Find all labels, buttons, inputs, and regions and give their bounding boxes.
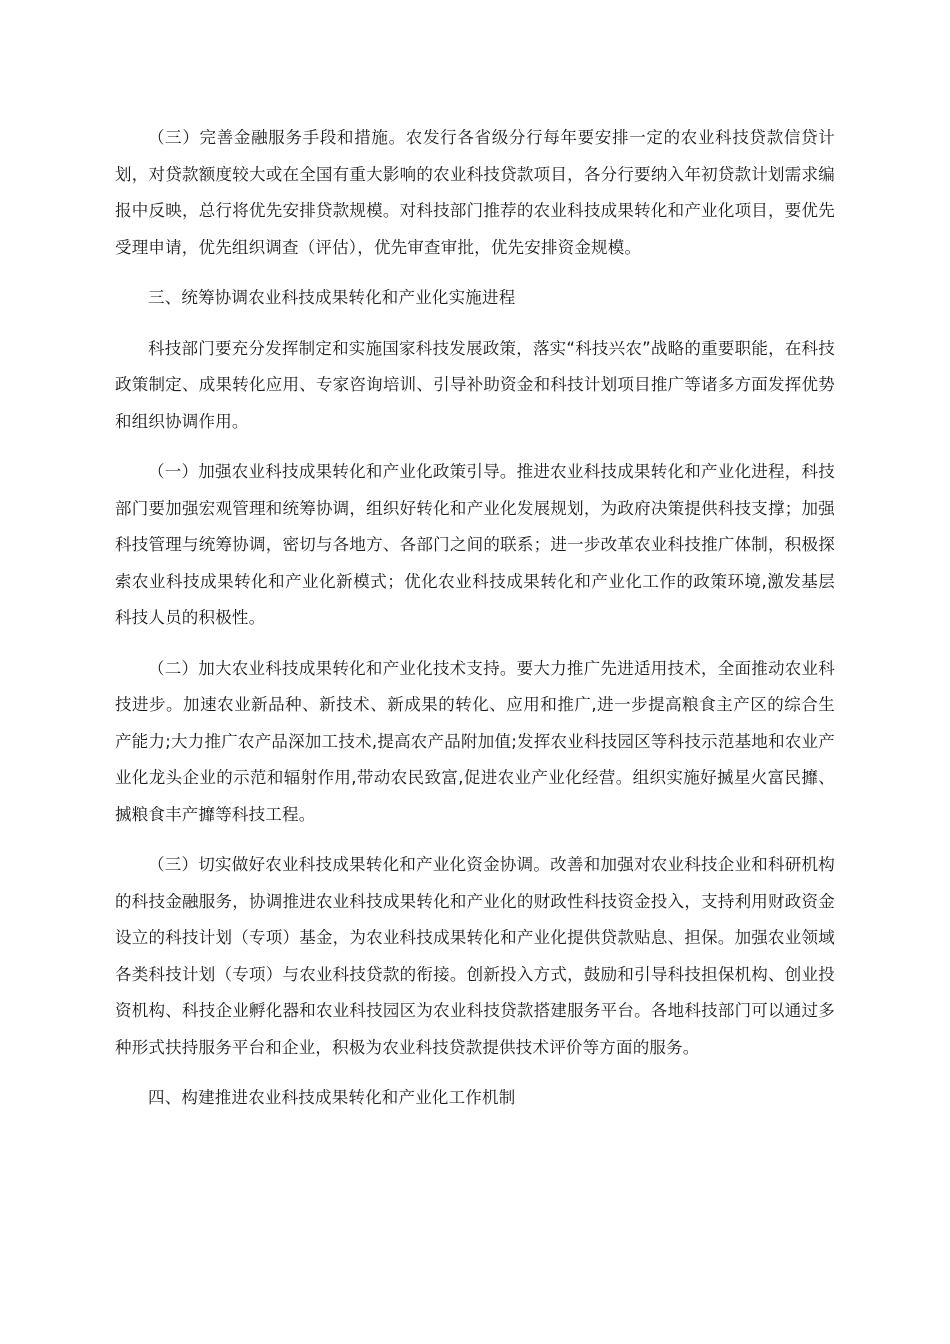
paragraph-technical-support: （二）加大农业科技成果转化和产业化技术支持。要大力推广先进适用技术，全面推动农业科技进步。加速农业新品种、新技术、新成果的转化、应用和推广,进一步提高粮食主产区的综合生产能力;大力推广农产品深加工技术,提高农产品附加值;发挥农业科技园区等科技示范基地和农业产业化龙头企业的示范和辐射作用,带动农民致富,促进农业产业化经营。组织实施好搣星火富民攠、搣粮食丰产攠等科技工程。 (115, 658, 835, 824)
paragraph-financial-service-measures: （三）完善金融服务手段和措施。农发行各省级分行每年要安排一定的农业科技贷款信贷计划，对贷款额度较大或在全国有重大影响的农业科技贷款项目，各分行要纳入年初贷款计划需求编报中反映，总行将优先安排贷款规模。对科技部门推荐的农业科技成果转化和产业化项目，要优先受理申请，优先组织调查（评估），优先审查审批，优先安排资金规模。 (115, 128, 835, 257)
paragraph-tech-department-role: 科技部门要充分发挥制定和实施国家科技发展政策，落实“科技兴农”战略的重要职能，在科技政策制定、成果转化应用、专家咨询培训、引导补助资金和科技计划项目推广等诸多方面发挥优势和组织协调作用。 (115, 338, 835, 431)
section-heading-4: 四、构建推进农业科技成果转化和产业化工作机制 (148, 1088, 516, 1107)
paragraph-funding-coordination: （三）切实做好农业科技成果转化和产业化资金协调。改善和加强对农业科技企业和科研机构的科技金融服务，协调推进农业科技成果转化和产业化的财政性科技资金投入，支持利用财政资金设立的科技计划（专项）基金，为农业科技成果转化和产业化提供贷款贴息、担保。加强农业领域各类科技计划（专项）与农业科技贷款的衔接。创新投入方式，鼓励和引导科技担保机构、创业投资机构、科技企业孵化器和农业科技园区为农业科技贷款搭建服务平台。各地科技部门可以通过多种形式扶持服务平台和企业，积极为农业科技贷款提供技术评价等方面的服务。 (115, 855, 835, 1057)
section-heading-3: 三、统筹协调农业科技成果转化和产业化实施进程 (148, 288, 516, 307)
paragraph-policy-guidance: （一）加强农业科技成果转化和产业化政策引导。推进农业科技成果转化和产业化进程，科技部门要加强宏观管理和统筹协调，组织好转化和产业化发展规划，为政府决策提供科技支撑；加强科技管理与统筹协调，密切与各地方、各部门之间的联系；进一步改革农业科技推广体制，积极探索农业科技成果转化和产业化新模式；优化农业科技成果转化和产业化工作的政策环境,激发基层科技人员的积极性。 (115, 462, 835, 627)
